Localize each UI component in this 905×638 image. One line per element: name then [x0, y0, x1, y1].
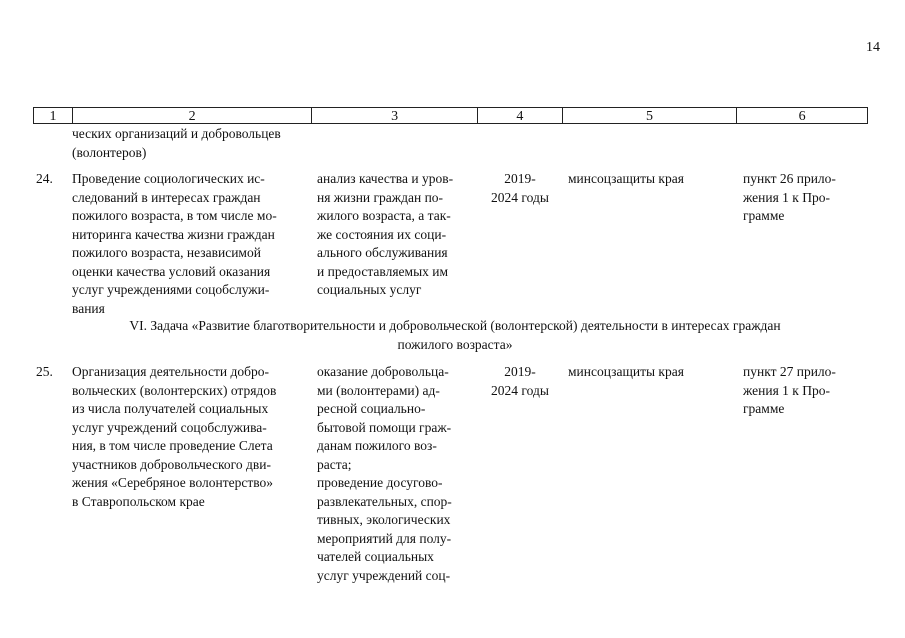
row-24-number: 24. — [36, 171, 53, 186]
row-25-period: 2019- 2024 годы — [491, 364, 549, 398]
row-24-period: 2019- 2024 годы — [491, 171, 549, 205]
row-25-activity: Организация деятельности добро- вольческих (волонтерских) отрядов из числа получателей социальных услуг учреждений соцобслужива- ния, в том числе проведение Слета участников добровольческого дви- жения «Серебряное волонтерство» в Ставропольском крае — [72, 364, 277, 509]
row-25-result: оказание добровольца- ми (волонтерами) ад- ресной социально- бытовой помощи граж- данам пожилого воз- раста; проведение досугово- развлекательных, спор- тивных, экологических мероприятий для полу- чателей социальных услуг учреждений соц- — [317, 364, 452, 583]
page-number: 14 — [866, 40, 880, 55]
row-24-result: анализ качества и уров- ня жизни граждан по- жилого возраста, а так- же состояния их соци- ального обслуживания и предоставляемых им социальных услуг — [317, 171, 454, 297]
row-24-activity: Проведение социологических ис- следований в интересах граждан пожилого возраста, в том числе мо- ниторинга качества жизни граждан пожилого возраста, независимой оценки качества условий оказания услуг учреждениями соцобслужи- вания — [72, 171, 277, 316]
row-25-number: 25. — [36, 364, 53, 379]
header-col-6: 6 — [798, 109, 806, 124]
section-title: VI. Задача «Развитие благотворительности и добровольческой (волонтерской) деятельности в интересах граждан пожилого возраста» — [129, 318, 781, 352]
row-25-executor: минсоцзащиты края — [568, 364, 684, 379]
row-25-reference: пункт 27 прило- жения 1 к Про- грамме — [743, 364, 836, 416]
row-24-reference: пункт 26 прило- жения 1 к Про- грамме — [743, 171, 836, 223]
header-col-2: 2 — [73, 108, 312, 123]
header-col-3: 3 — [312, 108, 478, 123]
table-header-row — [33, 107, 868, 124]
continuation-text: ческих организаций и добровольцев (волонтеров) — [72, 126, 281, 160]
header-col-5: 5 — [563, 108, 738, 123]
header-col-4: 4 — [478, 108, 563, 123]
header-col-1: 1 — [34, 108, 73, 123]
row-24-executor: минсоцзащиты края — [568, 171, 684, 186]
